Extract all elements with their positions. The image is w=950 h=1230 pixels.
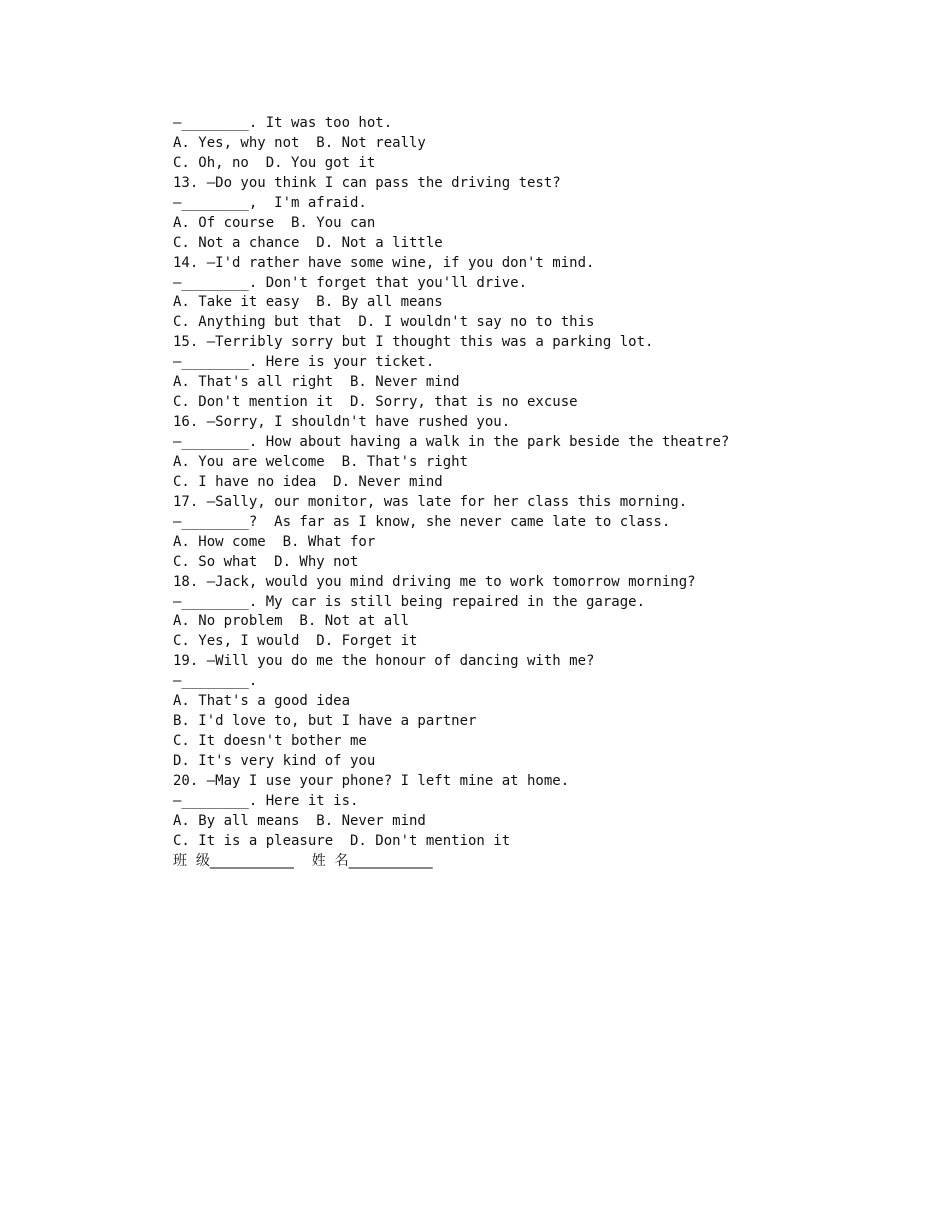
exercise-line: A. Of course B. You can bbox=[173, 214, 376, 231]
exercise-line: C. It is a pleasure D. Don't mention it bbox=[173, 832, 511, 849]
exercise-line: D. It's very kind of you bbox=[173, 753, 376, 769]
exercise-line: —________? As far as I know, she never came late to class. bbox=[173, 513, 671, 530]
exercise-line: —________. Here is your ticket. bbox=[173, 354, 435, 371]
exercise-line: 13. —Do you think I can pass the driving test? bbox=[173, 174, 561, 191]
exercise-line: —________. Don't forget that you'll drive. bbox=[173, 274, 528, 291]
class-name-footer: 班 级____________ 姓 名____________ bbox=[173, 852, 433, 869]
exercise-line: C. Don't mention it D. Sorry, that is no excuse bbox=[173, 394, 578, 411]
exercise-line: C. I have no idea D. Never mind bbox=[173, 473, 443, 490]
exercise-line: —________, I'm afraid. bbox=[173, 194, 367, 211]
exercise-line: A. How come B. What for bbox=[173, 533, 376, 550]
exercise-line: B. I'd love to, but I have a partner bbox=[173, 713, 477, 730]
exercise-line: 18. —Jack, would you mind driving me to work tomorrow morning? bbox=[173, 573, 696, 590]
exercise-line: A. No problem B. Not at all bbox=[173, 613, 410, 630]
exercise-line: —________. It was too hot. bbox=[173, 115, 393, 131]
exercise-line: —________. Here it is. bbox=[173, 792, 359, 809]
exercise-line: A. That's a good idea bbox=[173, 693, 351, 710]
exercise-line: A. Take it easy B. By all means bbox=[173, 294, 443, 311]
exercise-line: —________. bbox=[173, 673, 258, 690]
exercise-line: —________. My car is still being repaired in the garage. bbox=[173, 593, 646, 610]
exercise-line: 19. —Will you do me the honour of dancing with me? bbox=[173, 653, 595, 670]
exercise-line: C. Not a chance D. Not a little bbox=[173, 234, 443, 251]
exercise-line: C. So what D. Why not bbox=[173, 553, 359, 570]
exercise-line: 17. —Sally, our monitor, was late for her class this morning. bbox=[173, 493, 688, 510]
exercise-page bbox=[173, 114, 893, 872]
exercise-line: A. You are welcome B. That's right bbox=[173, 453, 469, 470]
exercise-line: A. Yes, why not B. Not really bbox=[173, 134, 426, 151]
exercise-line: C. Anything but that D. I wouldn't say no to this bbox=[173, 314, 595, 331]
exercise-line: A. By all means B. Never mind bbox=[173, 812, 426, 829]
exercise-line: —________. How about having a walk in the park beside the theatre? bbox=[173, 434, 730, 450]
exercise-line: A. That's all right B. Never mind bbox=[173, 374, 460, 391]
exercise-line: 15. —Terribly sorry but I thought this was a parking lot. bbox=[173, 334, 654, 351]
exercise-line: 16. —Sorry, I shouldn't have rushed you. bbox=[173, 414, 511, 431]
exercise-line: 14. —I'd rather have some wine, if you don't mind. bbox=[173, 254, 595, 271]
exercise-line: 20. —May I use your phone? I left mine at home. bbox=[173, 772, 570, 789]
exercise-line: C. Yes, I would D. Forget it bbox=[173, 633, 418, 650]
exercise-line: C. Oh, no D. You got it bbox=[173, 154, 376, 171]
exercise-line: C. It doesn't bother me bbox=[173, 733, 367, 750]
